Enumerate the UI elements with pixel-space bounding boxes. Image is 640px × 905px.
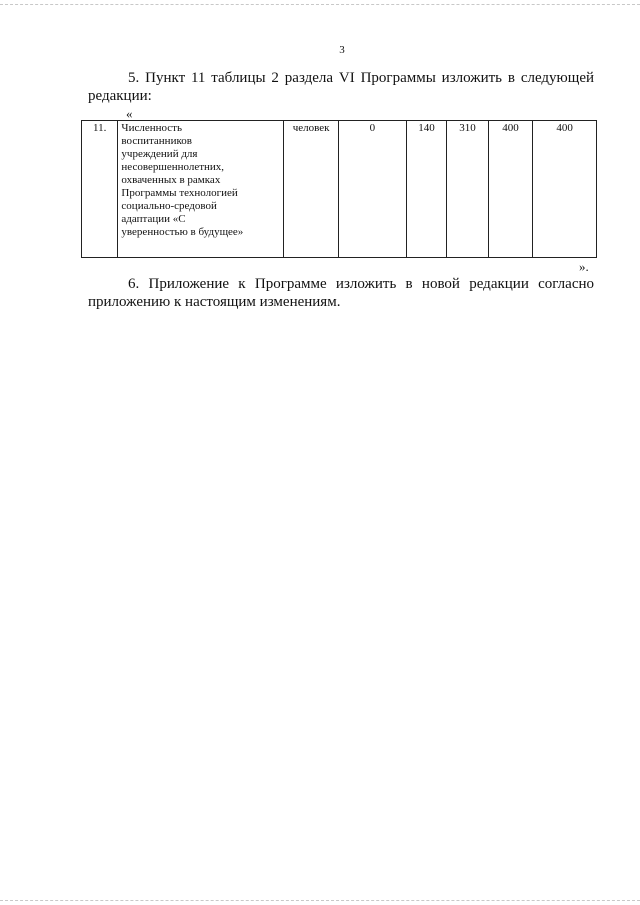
indicator-name-line: адаптации «С bbox=[121, 213, 186, 225]
indicator-name-line: уверенностью в будущее» bbox=[121, 226, 244, 238]
value-cell-1: 0 bbox=[338, 121, 406, 258]
indicator-name-line: воспитанников bbox=[121, 135, 192, 147]
indicator-name-line: социально-средовой bbox=[121, 200, 217, 212]
scan-edge-top bbox=[0, 4, 640, 5]
page-number: 3 bbox=[339, 44, 345, 56]
opening-quote: « bbox=[126, 106, 133, 121]
table-row bbox=[82, 121, 597, 258]
paragraph-6-line-1: 6. Приложение к Программе изложить в новой редакции согласно bbox=[128, 276, 594, 292]
value-cell-2: 140 bbox=[406, 121, 446, 258]
paragraph-5-line-2: редакции: bbox=[88, 88, 152, 104]
paragraph-6 bbox=[88, 275, 594, 311]
paragraph-6-line-2: приложению к настоящим изменениям. bbox=[88, 294, 341, 310]
paragraph-5-line-1: 5. Пункт 11 таблицы 2 раздела VI Программы изложить в следующей bbox=[128, 70, 594, 86]
paragraph-5 bbox=[88, 69, 594, 105]
unit-cell: человек bbox=[284, 121, 339, 258]
scan-edge-bottom bbox=[0, 900, 640, 901]
value-cell-3: 310 bbox=[447, 121, 488, 258]
value-cell-5: 400 bbox=[533, 121, 597, 258]
indicator-name-cell bbox=[118, 121, 284, 258]
indicator-name-line: учреждений для bbox=[121, 148, 198, 160]
indicator-name-line: несовершеннолетних, bbox=[121, 161, 225, 173]
value-cell-4: 400 bbox=[488, 121, 533, 258]
indicator-name-line: охваченных в рамках bbox=[121, 174, 221, 186]
row-number-cell: 11. bbox=[82, 121, 118, 258]
program-table bbox=[81, 120, 597, 258]
closing-quote: ». bbox=[579, 259, 589, 274]
indicator-name-line: Численность bbox=[121, 122, 182, 134]
indicator-name-line: Программы технологией bbox=[121, 187, 238, 199]
